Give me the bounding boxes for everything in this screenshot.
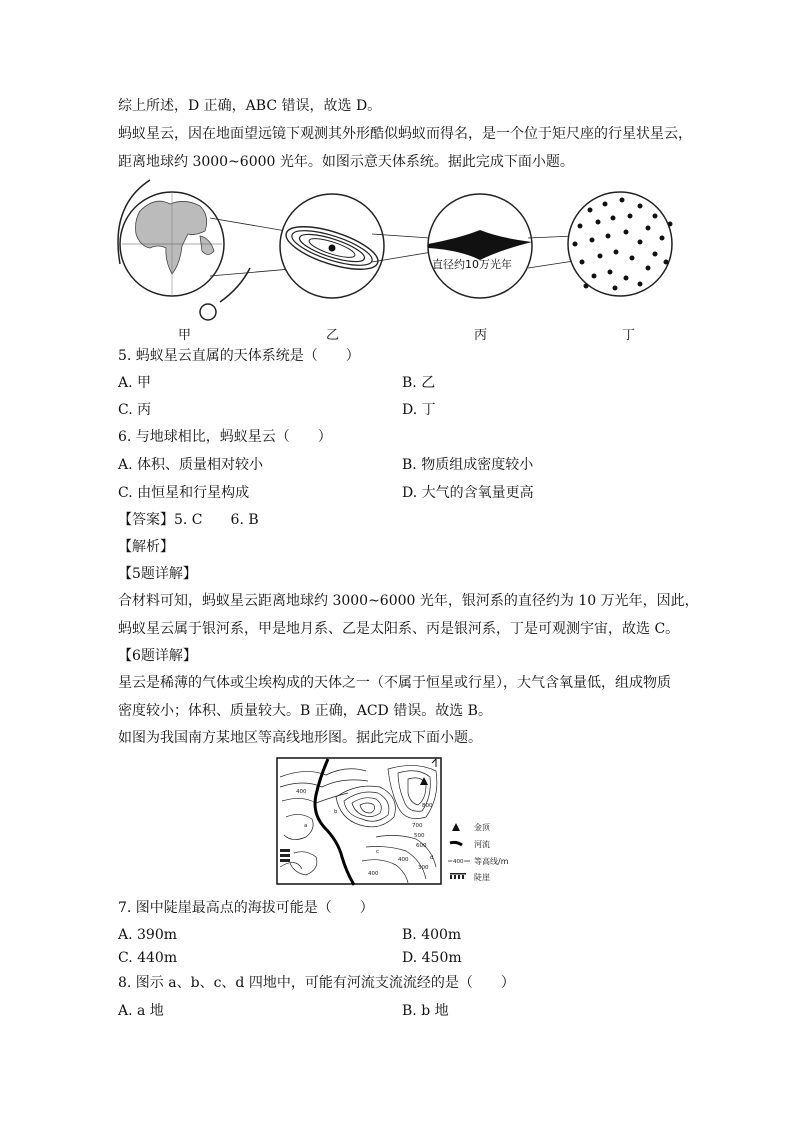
contour-label: 500	[414, 833, 425, 839]
q7-option-b[interactable]: B. 400m	[402, 927, 462, 943]
legend-contour: 等高线/m	[474, 857, 509, 866]
map-legend	[448, 822, 509, 882]
contour-label: 400	[296, 789, 307, 795]
q5-option-a[interactable]: A. 甲	[118, 375, 152, 391]
celestial-systems-figure	[110, 176, 690, 336]
legend-river-icon	[450, 842, 462, 845]
contour-map-figure	[276, 757, 526, 887]
point-c: c	[376, 849, 380, 855]
q6-option-c[interactable]: C. 由恒星和行星构成	[118, 485, 250, 501]
answer-q6: 6. B	[230, 512, 259, 528]
legend-summit: 金顶	[474, 823, 490, 832]
legend-contour-value: 400	[453, 859, 464, 865]
q6-detail-heading: 【6题详解】	[118, 648, 197, 664]
contour-label: 400	[398, 857, 409, 863]
answer-line	[118, 511, 259, 529]
point-b: b	[334, 809, 338, 815]
conclusion-line: 综上所述，D 正确，ABC 错误，故选 D。	[118, 98, 382, 114]
contour-label: 800	[422, 803, 433, 809]
q7-stem: 7. 图中陡崖最高点的海拔可能是（ ）	[118, 900, 374, 916]
legend-cliff-icon	[450, 873, 466, 879]
map-frame	[277, 758, 441, 884]
q7-option-c[interactable]: C. 440m	[118, 950, 178, 966]
cliff-marks	[280, 849, 290, 862]
q8-stem: 8. 图示 a、b、c、d 四地中，可能有河流支流流经的是（ ）	[118, 975, 515, 991]
label-yi: 乙	[326, 328, 340, 343]
analysis-heading: 【解析】	[118, 539, 174, 555]
point-d: d	[430, 855, 434, 861]
contour-label: 600	[416, 843, 427, 849]
solar-system	[280, 194, 384, 298]
legend-river: 河流	[474, 840, 490, 849]
q6-detail-2: 密度较小；体积、质量较大。B 正确，ACD 错误。故选 B。	[118, 703, 492, 719]
contour-label: 400	[368, 871, 379, 877]
intro-contour: 如图为我国南方某地区等高线地形图。据此完成下面小题。	[118, 730, 482, 746]
earth-moon-system	[118, 180, 250, 320]
galaxy-diameter-note: 直径约10万光年	[432, 258, 512, 271]
q5-option-d[interactable]: D. 丁	[402, 402, 436, 418]
sun	[329, 245, 336, 252]
q7-option-d[interactable]: D. 450m	[402, 950, 462, 966]
label-jia: 甲	[178, 328, 192, 343]
legend-summit-icon	[452, 823, 460, 831]
q6-option-b[interactable]: B. 物质组成密度较小	[402, 457, 534, 473]
q8-option-a[interactable]: A. a 地	[118, 1003, 164, 1019]
answer-q5: 5. C	[174, 512, 203, 528]
q6-option-d[interactable]: D. 大气的含氧量更高	[402, 485, 534, 501]
q8-option-b[interactable]: B. b 地	[402, 1003, 449, 1019]
q5-detail-1: 合材料可知，蚂蚁星云距离地球约 3000~6000 光年，银河系的直径约为 10 万光年，因此，	[118, 593, 699, 609]
answer-heading: 【答案】	[118, 512, 174, 528]
label-ding: 丁	[622, 328, 636, 343]
q6-option-a[interactable]: A. 体积、质量相对较小	[118, 457, 264, 473]
q6-detail-1: 星云是稀薄的气体或尘埃构成的天体之一（不属于恒星或行星），大气含氧量低，组成物质	[118, 675, 671, 691]
passage-line-2: 距离地球约 3000~6000 光年。如图示意天体系统。据此完成下面小题。	[118, 154, 574, 170]
observable-universe	[568, 192, 673, 296]
q5-detail-2: 蚂蚁星云属于银河系，甲是地月系、乙是太阳系、丙是银河系，丁是可观测宇宙，故选 C。	[118, 621, 680, 637]
q7-option-a[interactable]: A. 390m	[118, 927, 178, 943]
q5-detail-heading: 【5题详解】	[118, 566, 197, 582]
q5-option-c[interactable]: C. 丙	[118, 402, 152, 418]
milky-way	[428, 194, 532, 298]
q5-option-b[interactable]: B. 乙	[402, 375, 436, 391]
q5-stem: 5. 蚂蚁星云直属的天体系统是（ ）	[118, 348, 360, 364]
contour-label: 300	[418, 865, 429, 871]
legend-cliff: 陡崖	[474, 873, 490, 882]
label-bing: 丙	[474, 328, 488, 343]
q6-stem: 6. 与地球相比，蚂蚁星云（ ）	[118, 429, 332, 445]
moon	[200, 304, 216, 320]
contour-label: 700	[412, 823, 423, 829]
point-a: a	[304, 823, 308, 829]
passage-line-1: 蚂蚁星云，因在地面望远镜下观测其外形酷似蚂蚁而得名，是一个位于矩尺座的行星状星云，	[118, 126, 692, 142]
